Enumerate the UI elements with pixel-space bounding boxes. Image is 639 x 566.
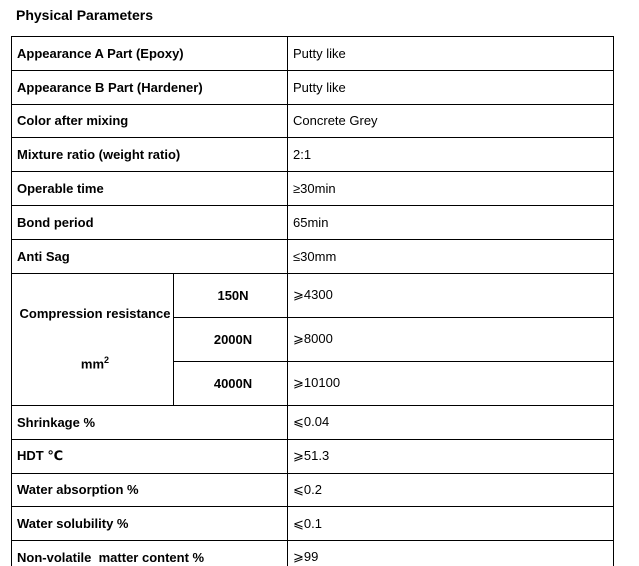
param-value: ⩾51.3 (288, 439, 614, 473)
table-row (12, 172, 614, 206)
table-row (12, 541, 614, 566)
compression-load: 2000N (174, 317, 288, 361)
param-value: ≤30mm (288, 239, 614, 273)
param-label: Appearance B Part (Hardener) (12, 70, 288, 104)
table-row (12, 473, 614, 507)
param-label: HDT ℃ (12, 439, 288, 473)
param-value: Putty like (288, 37, 614, 71)
page-title: Physical Parameters (16, 7, 153, 23)
param-value: ⩽0.1 (288, 507, 614, 541)
physical-parameters-table (11, 36, 614, 566)
param-label: Non-volatile matter content % (12, 541, 288, 566)
table-row (12, 138, 614, 172)
param-value: ≥30min (288, 172, 614, 206)
param-label: Bond period (12, 205, 288, 239)
param-label: Water solubility % (12, 507, 288, 541)
table-row (12, 507, 614, 541)
table-row (12, 439, 614, 473)
table-row (12, 205, 614, 239)
param-label: Anti Sag (12, 239, 288, 273)
param-label: Mixture ratio (weight ratio) (12, 138, 288, 172)
param-value: ⩾10100 (288, 361, 614, 405)
param-label: Color after mixing (12, 104, 288, 138)
compression-load: 150N (174, 273, 288, 317)
compression-load: 4000N (174, 361, 288, 405)
compression-label-line2: $mm^2$ (80, 354, 110, 372)
param-value: Putty like (288, 70, 614, 104)
param-value: Concrete Grey (288, 104, 614, 138)
table-row (12, 70, 614, 104)
param-value: 65min (288, 205, 614, 239)
param-value: ⩽0.04 (288, 405, 614, 439)
table-row (12, 405, 614, 439)
param-value: ⩽0.2 (288, 473, 614, 507)
param-value: 2:1 (288, 138, 614, 172)
param-value: ⩾8000 (288, 317, 614, 361)
param-value: ⩾99 (288, 541, 614, 566)
compression-label-cell (12, 273, 174, 405)
table-row (12, 37, 614, 71)
param-label: Appearance A Part (Epoxy) (12, 37, 288, 71)
table-row-compression (12, 273, 614, 317)
table-row (12, 239, 614, 273)
param-label: Operable time (12, 172, 288, 206)
param-label: Water absorption % (12, 473, 288, 507)
compression-label-line1: Compression resistance (19, 306, 171, 322)
param-label: Shrinkage % (12, 405, 288, 439)
param-value: ⩾4300 (288, 273, 614, 317)
table-row (12, 104, 614, 138)
